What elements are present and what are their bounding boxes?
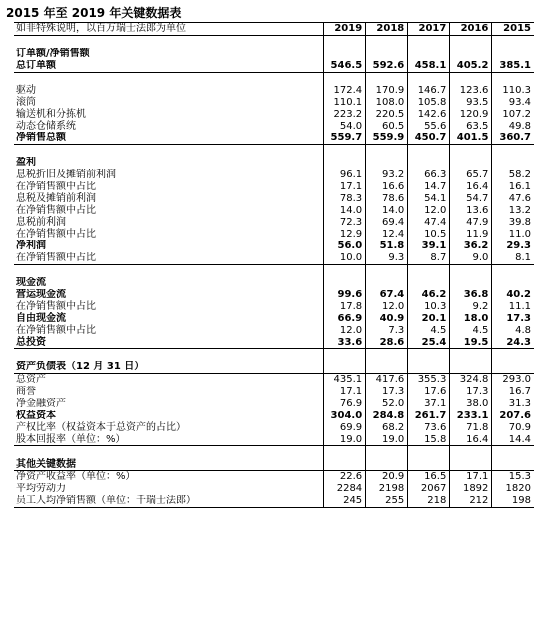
table-row: [14, 373, 534, 385]
cell-2018: 2198: [366, 483, 408, 495]
spacer-row: [14, 144, 534, 156]
cell-2019: 12.9: [324, 228, 366, 240]
table-row: [14, 410, 534, 422]
cell-2019: [324, 458, 366, 470]
row-label: 动态仓储系统: [16, 120, 76, 132]
row-label: 总资产: [16, 374, 46, 386]
table-row: [14, 132, 534, 144]
cell-2015: 1820: [492, 483, 534, 495]
row-label: [14, 446, 324, 458]
cell-2017: 46.2: [408, 289, 450, 301]
unit-note: 如非特殊说明，以百万瑞士法郎为单位: [14, 23, 324, 36]
cell-2015: [492, 264, 534, 276]
cell-2015: 93.4: [492, 96, 534, 108]
cell-2017: [408, 458, 450, 470]
table-row: [14, 433, 534, 445]
cell-2016: 120.9: [450, 108, 492, 120]
cell-2019: [324, 277, 366, 289]
cell-2017: 10.5: [408, 228, 450, 240]
cell-2019: 33.6: [324, 336, 366, 348]
cell-2019: 304.0: [324, 410, 366, 422]
row-label: 在净销售额中占比: [14, 252, 324, 264]
cell-2017: [408, 361, 450, 373]
cell-2019: [324, 361, 366, 373]
cell-2018: 220.5: [366, 108, 408, 120]
cell-2017: 146.7: [408, 84, 450, 96]
cell-2016: 9.2: [450, 300, 492, 312]
cell-2017: 20.1: [408, 312, 450, 324]
cell-2015: 293.0: [492, 373, 534, 385]
cell-2016: 36.8: [450, 289, 492, 301]
cell-2019: 17.1: [324, 386, 366, 398]
row-label: 营运现金流: [16, 289, 66, 301]
cell-2016: 19.5: [450, 336, 492, 348]
cell-2017: 450.7: [408, 132, 450, 144]
row-label: 股本回报率（单位：%）: [14, 433, 324, 445]
cell-2015: 4.8: [492, 324, 534, 336]
row-label: 滚筒: [16, 96, 36, 108]
table-row: [14, 181, 534, 193]
cell-2018: 12.0: [366, 300, 408, 312]
row-label: 权益资本: [16, 409, 56, 421]
row-label: 净利润: [16, 240, 46, 252]
cell-2015: [492, 361, 534, 373]
cell-2015: 70.9: [492, 421, 534, 433]
table-row: [14, 324, 534, 336]
table-row: [14, 216, 534, 228]
cell-2017: 14.7: [408, 181, 450, 193]
cell-2018: [366, 35, 408, 47]
cell-2016: 16.4: [450, 181, 492, 193]
cell-2018: 17.3: [366, 386, 408, 398]
row-label: 总订单额: [14, 60, 324, 72]
cell-2016: 36.2: [450, 240, 492, 252]
cell-2015: [492, 277, 534, 289]
cell-2018: 78.6: [366, 192, 408, 204]
cell-2017: 39.1: [408, 240, 450, 252]
spacer-row: [14, 72, 534, 84]
cell-2018: 255: [366, 495, 408, 507]
row-label: 在净销售额中占比: [16, 300, 96, 312]
cell-2015: 11.1: [492, 300, 534, 312]
cell-2019: 559.7: [324, 132, 366, 144]
table-row: [14, 120, 534, 132]
cell-2017: 73.6: [408, 421, 450, 433]
cell-2019: 66.9: [324, 312, 366, 324]
row-label: [14, 144, 324, 156]
table-row: [14, 252, 534, 264]
cell-2019: 56.0: [324, 240, 366, 252]
cell-2017: 4.5: [408, 324, 450, 336]
cell-2018: [366, 144, 408, 156]
cell-2015: 17.3: [492, 312, 534, 324]
cell-2018: [366, 361, 408, 373]
cell-2015: 29.3: [492, 240, 534, 252]
cell-2016: 38.0: [450, 398, 492, 410]
cell-2018: 67.4: [366, 289, 408, 301]
table-row: [14, 483, 534, 495]
table-row: [14, 336, 534, 348]
cell-2015: [492, 48, 534, 60]
cell-2019: 69.9: [324, 421, 366, 433]
cell-2015: 207.6: [492, 410, 534, 422]
cell-2015: [492, 72, 534, 84]
cell-2018: 170.9: [366, 84, 408, 96]
row-label: 盈利: [16, 157, 36, 169]
cell-2018: [366, 48, 408, 60]
cell-2015: 24.3: [492, 336, 534, 348]
cell-2018: 9.3: [366, 252, 408, 264]
cell-2019: 96.1: [324, 169, 366, 181]
cell-2015: 15.3: [492, 470, 534, 482]
cell-2019: 76.9: [324, 398, 366, 410]
cell-2015: 16.1: [492, 181, 534, 193]
table-row: [14, 96, 534, 108]
cell-2018: 7.3: [366, 324, 408, 336]
row-label: [14, 35, 324, 47]
year-header-2019: 2019: [324, 23, 366, 36]
table-row: [14, 495, 534, 507]
year-header-2018: 2018: [366, 23, 408, 36]
cell-2019: 17.8: [324, 300, 366, 312]
cell-2018: 93.2: [366, 169, 408, 181]
cell-2017: 8.7: [408, 252, 450, 264]
cell-2019: [324, 446, 366, 458]
row-label: 订单额/净销售额: [16, 48, 90, 60]
cell-2019: 12.0: [324, 324, 366, 336]
cell-2016: 47.9: [450, 216, 492, 228]
cell-2016: [450, 458, 492, 470]
cell-2019: 110.1: [324, 96, 366, 108]
cell-2016: [450, 264, 492, 276]
row-label: 员工人均净销售额（单位：千瑞士法郎）: [14, 495, 324, 507]
cell-2018: 20.9: [366, 470, 408, 482]
cell-2017: [408, 264, 450, 276]
cell-2016: [450, 144, 492, 156]
cell-2019: 78.3: [324, 192, 366, 204]
cell-2016: 71.8: [450, 421, 492, 433]
cell-2017: 66.3: [408, 169, 450, 181]
section-header-row: [14, 277, 534, 289]
row-label: 息税前利润: [16, 216, 66, 228]
cell-2019: 245: [324, 495, 366, 507]
cell-2016: 1892: [450, 483, 492, 495]
cell-2018: [366, 458, 408, 470]
cell-2016: [450, 35, 492, 47]
row-label: 在净销售额中占比: [16, 324, 96, 336]
table-row: [14, 312, 534, 324]
table-row: [14, 108, 534, 120]
cell-2018: [366, 277, 408, 289]
cell-2018: 417.6: [366, 373, 408, 385]
cell-2017: 458.1: [408, 60, 450, 72]
row-label: 总投资: [14, 336, 324, 348]
cell-2016: 17.1: [450, 470, 492, 482]
cell-2019: [324, 72, 366, 84]
cell-2017: [408, 48, 450, 60]
table-row: [14, 228, 534, 240]
table-row: [14, 300, 534, 312]
cell-2016: 65.7: [450, 169, 492, 181]
cell-2015: [492, 349, 534, 361]
spacer-row: [14, 264, 534, 276]
key-figures-table: [14, 22, 534, 508]
cell-2015: 198: [492, 495, 534, 507]
table-row: [14, 60, 534, 72]
cell-2016: 18.0: [450, 312, 492, 324]
cell-2015: 58.2: [492, 169, 534, 181]
cell-2015: 360.7: [492, 132, 534, 144]
cell-2016: 123.6: [450, 84, 492, 96]
cell-2015: 16.7: [492, 386, 534, 398]
cell-2016: [450, 446, 492, 458]
table-row: [14, 192, 534, 204]
cell-2015: [492, 144, 534, 156]
cell-2017: 16.5: [408, 470, 450, 482]
cell-2015: 49.8: [492, 120, 534, 132]
cell-2019: 10.0: [324, 252, 366, 264]
row-label: 产权比率（权益资本于总资产的占比）: [16, 421, 186, 433]
cell-2017: 218: [408, 495, 450, 507]
year-header-2015: 2015: [492, 23, 534, 36]
cell-2016: 17.3: [450, 386, 492, 398]
cell-2016: 93.5: [450, 96, 492, 108]
cell-2018: 14.0: [366, 204, 408, 216]
cell-2018: 60.5: [366, 120, 408, 132]
cell-2019: 17.1: [324, 181, 366, 193]
cell-2019: 54.0: [324, 120, 366, 132]
cell-2018: 19.0: [366, 433, 408, 445]
cell-2018: 284.8: [366, 410, 408, 422]
row-label: [14, 349, 324, 361]
cell-2019: 546.5: [324, 60, 366, 72]
cell-2017: 355.3: [408, 373, 450, 385]
cell-2016: 405.2: [450, 60, 492, 72]
cell-2015: [492, 157, 534, 169]
cell-2019: [324, 349, 366, 361]
spacer-row: [14, 35, 534, 47]
cell-2019: [324, 264, 366, 276]
row-label: 平均劳动力: [16, 483, 66, 495]
cell-2016: 212: [450, 495, 492, 507]
spacer-row: [14, 446, 534, 458]
cell-2018: [366, 349, 408, 361]
cell-2018: 108.0: [366, 96, 408, 108]
table-row: [14, 169, 534, 181]
cell-2019: 2284: [324, 483, 366, 495]
cell-2018: [366, 264, 408, 276]
cell-2019: 99.6: [324, 289, 366, 301]
cell-2017: 10.3: [408, 300, 450, 312]
cell-2018: 69.4: [366, 216, 408, 228]
cell-2017: [408, 35, 450, 47]
table-row: [14, 470, 534, 482]
cell-2018: 68.2: [366, 421, 408, 433]
cell-2017: 47.4: [408, 216, 450, 228]
cell-2016: [450, 48, 492, 60]
cell-2019: 22.6: [324, 470, 366, 482]
table-row: [14, 289, 534, 301]
row-label: 现金流: [16, 277, 46, 289]
cell-2018: 51.8: [366, 240, 408, 252]
cell-2017: [408, 446, 450, 458]
table-row: [14, 84, 534, 96]
cell-2015: [492, 35, 534, 47]
cell-2019: 172.4: [324, 84, 366, 96]
cell-2018: 559.9: [366, 132, 408, 144]
cell-2016: [450, 157, 492, 169]
cell-2019: 19.0: [324, 433, 366, 445]
cell-2016: 401.5: [450, 132, 492, 144]
cell-2016: 63.5: [450, 120, 492, 132]
spacer-row: [14, 349, 534, 361]
row-label: [14, 72, 324, 84]
row-label: 净金融资产: [16, 398, 66, 410]
section-header-row: [14, 361, 534, 373]
cell-2017: 261.7: [408, 410, 450, 422]
cell-2017: 55.6: [408, 120, 450, 132]
cell-2017: [408, 349, 450, 361]
cell-2018: 12.4: [366, 228, 408, 240]
cell-2018: [366, 72, 408, 84]
cell-2018: 28.6: [366, 336, 408, 348]
row-label: 在净销售额中占比: [16, 204, 96, 216]
cell-2019: 14.0: [324, 204, 366, 216]
cell-2015: 8.1: [492, 252, 534, 264]
cell-2015: [492, 458, 534, 470]
cell-2019: 72.3: [324, 216, 366, 228]
cell-2019: [324, 157, 366, 169]
cell-2016: 11.9: [450, 228, 492, 240]
cell-2016: [450, 72, 492, 84]
cell-2019: 435.1: [324, 373, 366, 385]
cell-2019: 223.2: [324, 108, 366, 120]
cell-2015: 40.2: [492, 289, 534, 301]
table-row: [14, 398, 534, 410]
cell-2018: 592.6: [366, 60, 408, 72]
row-label: 驱动: [16, 84, 36, 96]
cell-2016: [450, 349, 492, 361]
cell-2015: 107.2: [492, 108, 534, 120]
cell-2015: 13.2: [492, 204, 534, 216]
cell-2017: [408, 72, 450, 84]
cell-2015: [492, 446, 534, 458]
cell-2017: 25.4: [408, 336, 450, 348]
cell-2016: 9.0: [450, 252, 492, 264]
cell-2016: 233.1: [450, 410, 492, 422]
cell-2017: 15.8: [408, 433, 450, 445]
row-label: 息税及摊销前利润: [16, 192, 96, 204]
row-label: 输送机和分拣机: [16, 108, 86, 120]
cell-2017: 54.1: [408, 192, 450, 204]
cell-2016: 13.6: [450, 204, 492, 216]
cell-2016: [450, 277, 492, 289]
cell-2016: 54.7: [450, 192, 492, 204]
document-title: 2015 年至 2019 年关键数据表: [6, 6, 182, 20]
row-label: 自由现金流: [16, 312, 66, 324]
cell-2017: [408, 157, 450, 169]
year-header-2016: 2016: [450, 23, 492, 36]
cell-2017: 2067: [408, 483, 450, 495]
cell-2018: 52.0: [366, 398, 408, 410]
cell-2016: 324.8: [450, 373, 492, 385]
cell-2015: 39.8: [492, 216, 534, 228]
row-label: 资产负债表（12 月 31 日）: [14, 361, 324, 373]
row-label: 在净销售额中占比: [16, 228, 96, 240]
row-label: 息税折旧及摊销前利润: [16, 169, 116, 181]
cell-2019: [324, 35, 366, 47]
table-row: [14, 386, 534, 398]
cell-2015: 47.6: [492, 192, 534, 204]
cell-2018: 40.9: [366, 312, 408, 324]
cell-2015: 385.1: [492, 60, 534, 72]
section-header-row: [14, 157, 534, 169]
row-label: 其他关键数据: [14, 458, 324, 470]
cell-2017: [408, 277, 450, 289]
year-header-2017: 2017: [408, 23, 450, 36]
row-label: 在净销售额中占比: [16, 181, 96, 193]
cell-2016: 4.5: [450, 324, 492, 336]
cell-2017: 17.6: [408, 386, 450, 398]
row-label: 商誉: [16, 386, 36, 398]
table-row: [14, 421, 534, 433]
cell-2017: 105.8: [408, 96, 450, 108]
table-header-row: [14, 23, 534, 36]
cell-2019: [324, 48, 366, 60]
cell-2016: 16.4: [450, 433, 492, 445]
cell-2018: [366, 446, 408, 458]
table-row: [14, 204, 534, 216]
section-header-row: [14, 48, 534, 60]
cell-2019: [324, 144, 366, 156]
cell-2017: 142.6: [408, 108, 450, 120]
cell-2018: [366, 157, 408, 169]
cell-2017: 37.1: [408, 398, 450, 410]
cell-2015: 14.4: [492, 433, 534, 445]
cell-2018: 16.6: [366, 181, 408, 193]
row-label: 净销售总额: [14, 132, 324, 144]
cell-2015: 31.3: [492, 398, 534, 410]
cell-2015: 11.0: [492, 228, 534, 240]
cell-2015: 110.3: [492, 84, 534, 96]
cell-2017: 12.0: [408, 204, 450, 216]
row-label: [14, 264, 324, 276]
row-label: 净资产收益率（单位：%）: [16, 471, 136, 483]
cell-2016: [450, 361, 492, 373]
table-row: [14, 240, 534, 252]
cell-2017: [408, 144, 450, 156]
section-header-row: [14, 458, 534, 470]
